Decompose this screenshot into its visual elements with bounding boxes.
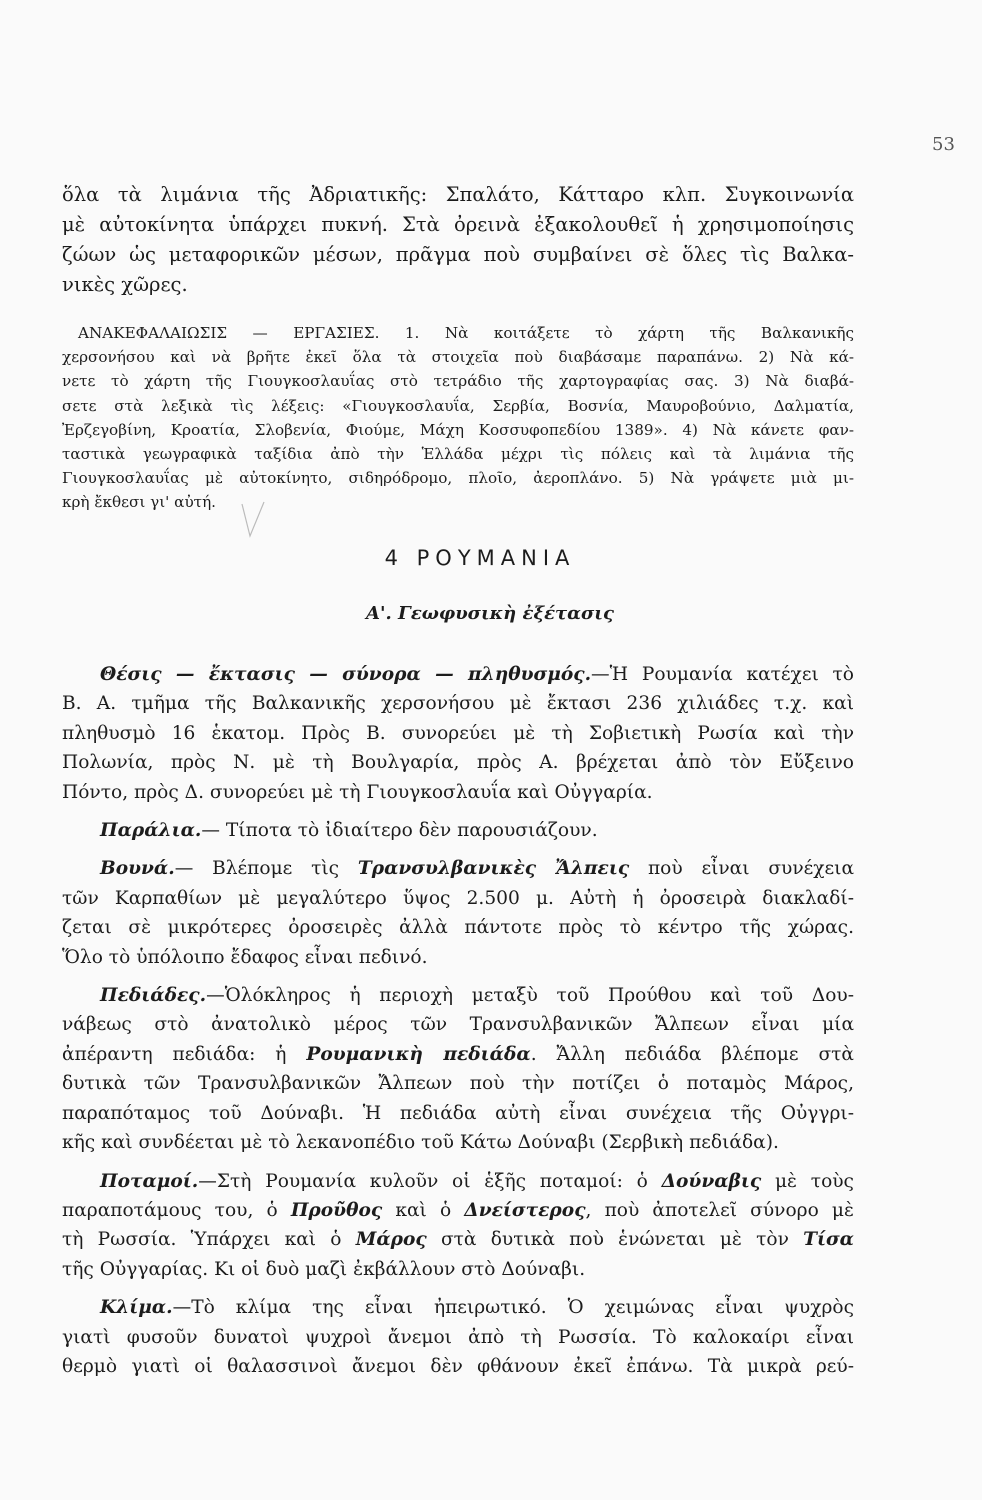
text-line: Β. Α. τμῆμα τῆς Βαλκανικῆς χερσονήσου μὲ ἔκτασι 236 χιλιάδες τ.χ. καὶ	[62, 693, 854, 715]
text-line: νικὲς χῶρες.	[62, 273, 188, 296]
text-line: τῶν Καρπαθίων μὲ μεγαλύτερο ὕψος 2.500 μ. Αὐτὴ ἡ ὀροσειρὰ διακλαδί-	[62, 887, 854, 909]
text-line: ἀπέραντη πεδιάδα: ἡ Ρουμανικὴ πεδιάδα. Ἄλλη πεδιάδα βλέπομε στὰ	[62, 1043, 854, 1065]
page-number: 53	[932, 134, 955, 155]
paragraph-heading: Θέσις — ἔκτασις — σύνορα — πληθυσμός.	[100, 664, 592, 685]
emphasis-term: Τίσα	[803, 1229, 854, 1251]
text-line: ζεται σὲ μικρότερες ὀροσειρὲς ἀλλὰ πάντοτε πρὸς τὸ κέντρο τῆς χώρας.	[62, 917, 854, 939]
paragraph-heading: Παράλια.	[100, 820, 202, 842]
text-line: χερσονήσου καὶ νὰ βρῆτε ἐκεῖ ὅλα τὰ στοιχεῖα ποὺ διαβάσαμε παραπάνω. 2) Νὰ κά-	[62, 348, 854, 367]
text-line: πληθυσμὸ 16 ἑκατομ. Πρὸς Β. συνορεύει μὲ τὴ Σοβιετικὴ Ρωσία καὶ τὴν	[62, 722, 854, 744]
text-line: Ὅλο τὸ ὑπόλοιπο ἔδαφος εἶναι πεδινό.	[62, 946, 428, 968]
text-line: σετε στὰ λεξικὰ τὶς λέξεις: «Γιουγκοσλαυΐα, Σερβία, Βοσνία, Μαυροβούνιο, Δαλματία,	[62, 396, 854, 415]
text-line: Κλίμα.—Τὸ κλίμα της εἶναι ἠπειρωτικό. Ὁ χειμώνας εἶναι ψυχρὸς	[100, 1297, 854, 1319]
text-line: Πολωνία, πρὸς Ν. μὲ τὴ Βουλγαρία, πρὸς Α. βρέχεται ἀπὸ τὸν Εὔξεινο	[62, 752, 854, 774]
text-line: μὲ αὐτοκίνητα ὑπάρχει πυκνή. Στὰ ὀρεινὰ ἐξακολουθεῖ ἡ χρησιμοποίησις	[62, 213, 854, 236]
emphasis-term: Τρανσυλβανικὲς Ἄλπεις	[357, 858, 630, 880]
text-line: ταστικὰ γεωγραφικὰ ταξίδια ἀπὸ τὴν Ἑλλάδα μέχρι τὶς πόλεις καὶ τὰ λιμάνια τῆς	[62, 445, 854, 464]
chapter-body	[62, 660, 854, 1381]
section-title: Α'. Γεωφυσικὴ ἐξέτασις	[366, 603, 614, 624]
pencil-mark-icon	[240, 500, 266, 540]
text-line: κρὴ ἔκθεσι γι' αὐτή.	[62, 493, 217, 512]
text-line: Γιουγκοσλαυΐας μὲ αὐτοκίνητο, σιδηρόδρομο, πλοῖο, ἀεροπλάνο. 5) Νὰ γράψετε μιὰ μι-	[62, 469, 854, 488]
intro-paragraph	[62, 180, 854, 300]
text-line: θερμὸ γιατὶ οἱ θαλασσινοὶ ἄνεμοι δὲν φθάνουν ἐκεῖ ἐπάνω. Τὰ μικρὰ ρεύ-	[62, 1355, 854, 1377]
text-line: κῆς καὶ συνδέεται μὲ τὸ λεκανοπέδιο τοῦ Κάτω Δούναβι (Σερβικὴ πεδιάδα).	[62, 1132, 779, 1154]
emphasis-term: Δνείστερος	[464, 1199, 586, 1221]
text-line: παραποτάμους του, ὁ Προῦθος καὶ ὁ Δνείστερος, ποὺ ἀποτελεῖ σύνορο μὲ	[62, 1199, 854, 1221]
text-line: δυτικὰ τῶν Τρανσυλβανικῶν Ἄλπεων ποὺ τὴν ποτίζει ὁ ποταμὸς Μάρος,	[62, 1073, 854, 1095]
paragraph-heading: Βουνά.	[100, 858, 175, 880]
emphasis-term: Δούναβις	[661, 1170, 762, 1192]
text-line: Ἐρζεγοβίνη, Κροατία, Σλοβενία, Φιούμε, Μάχη Κοσσυφοπεδίου 1389». 4) Νὰ κάνετε φαν-	[62, 420, 854, 439]
text-line: νάβεως στὸ ἀνατολικὸ μέρος τῶν Τρανσυλβανικῶν Ἄλπεων εἶναι μία	[62, 1014, 854, 1036]
text-line: ΑΝΑΚΕΦΑΛΑΙΩΣΙΣ — ΕΡΓΑΣΙΕΣ. 1. Νὰ κοιτάξετε τὸ χάρτη τῆς Βαλκανικῆς	[78, 324, 854, 342]
emphasis-term: Μάρος	[355, 1229, 427, 1251]
paragraph-heading: Κλίμα.	[100, 1297, 173, 1319]
text-line: γιατὶ φυσοῦν δυνατοὶ ψυχροὶ ἄνεμοι ἀπὸ τὴ Ρωσσία. Τὸ καλοκαίρι εἶναι	[62, 1326, 854, 1348]
text-line: Παράλια.— Τίποτα τὸ ἰδιαίτερο δὲν παρουσιάζουν.	[100, 820, 598, 842]
text-line: Ποταμοί.—Στὴ Ρουμανία κυλοῦν οἱ ἑξῆς ποταμοί: ὁ Δούναβις μὲ τοὺς	[100, 1170, 854, 1192]
emphasis-term: Ρουμανικὴ πεδιάδα	[306, 1043, 531, 1065]
text-line: παραπόταμος τοῦ Δούναβι. Ἡ πεδιάδα αὐτὴ εἶναι συνέχεια τῆς Οὐγγρι-	[62, 1102, 854, 1124]
chapter-title: 4 ΡΟΥΜΑΝΙΑ	[384, 546, 576, 570]
paragraph-heading: Ποταμοί.	[100, 1170, 199, 1192]
text-line: τῆς Οὐγγαρίας. Κι οἱ δυὸ μαζὶ ἐκβάλλουν στὸ Δούναβι.	[62, 1258, 586, 1280]
text-line: ζώων ὡς μεταφορικῶν μέσων, πρᾶγμα ποὺ συμβαίνει σὲ ὅλες τὶς Βαλκα-	[62, 243, 854, 266]
paragraph-heading: Πεδιάδες.	[100, 985, 207, 1007]
text-line: ὅλα τὰ λιμάνια τῆς Ἀδριατικῆς: Σπαλάτο, Κάτταρο κλπ. Συγκοινωνία	[62, 183, 854, 206]
emphasis-term: Προῦθος	[290, 1199, 383, 1221]
text-line: Βουνά.— Βλέπομε τὶς Τρανσυλβανικὲς Ἄλπεις ποὺ εἶναι συνέχεια	[100, 858, 854, 880]
text-line: Πεδιάδες.—Ὁλόκληρος ἡ περιοχὴ μεταξὺ τοῦ Προύθου καὶ τοῦ Δου-	[100, 985, 854, 1007]
text-line: νετε τὸ χάρτη τῆς Γιουγκοσλαυΐας στὸ τετράδιο τῆς χαρτογραφίας σας. 3) Νὰ διαβά-	[62, 372, 854, 391]
text-line: τὴ Ρωσσία. Ὑπάρχει καὶ ὁ Μάρος στὰ δυτικὰ ποὺ ἑνώνεται μὲ τὸν Τίσα	[62, 1229, 854, 1251]
summary-exercises	[62, 321, 854, 515]
text-line: Πόντο, πρὸς Δ. συνορεύει μὲ τὴ Γιουγκοσλαυΐα καὶ Οὐγγαρία.	[62, 781, 653, 803]
text-line: Θέσις — ἔκτασις — σύνορα — πληθυσμός.—Ἡ Ρουμανία κατέχει τὸ	[100, 664, 854, 685]
